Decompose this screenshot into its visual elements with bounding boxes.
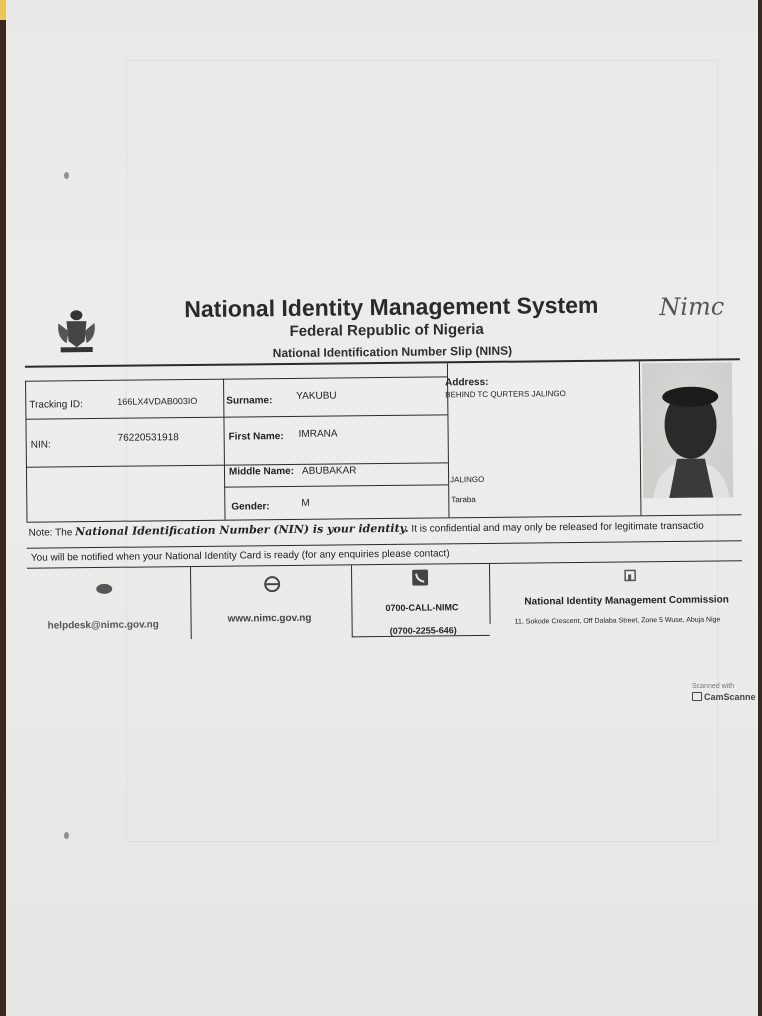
divider [25, 358, 740, 367]
address-line: BEHIND TC QURTERS JALINGO [445, 389, 566, 400]
punch-hole [64, 832, 69, 839]
note-prefix: Note: The [28, 527, 73, 539]
paper-page [6, 0, 758, 1016]
nimc-logo: Nimc [659, 292, 725, 322]
divider [351, 565, 353, 637]
divider [25, 376, 447, 381]
org-address: 11, Sokode Crescent, Off Dalaba Street, Zone 5 Wuse, Abuja Nige [514, 616, 721, 626]
slip-title: National Identification Number Slip (NINS) [272, 343, 513, 361]
middle-name-value: ABUBAKAR [301, 465, 357, 477]
divider [489, 564, 491, 624]
page-subtitle: Federal Republic of Nigeria [289, 320, 484, 340]
nin-value: 76220531918 [117, 432, 179, 444]
notify-text: You will be notified when your National Identity Card is ready (for any enquiries please contact) [30, 548, 450, 564]
middle-name-label: Middle Name: [228, 465, 295, 478]
watermark-line1: Scanned with [692, 683, 735, 690]
nin-label: NIN: [30, 439, 51, 451]
tracking-id-label: Tracking ID: [29, 399, 83, 411]
divider [25, 414, 447, 419]
address-label: Address: [445, 376, 489, 389]
phone-label: 0700-CALL-NIMC [385, 602, 459, 613]
coat-of-arms-icon [54, 307, 99, 355]
divider [223, 379, 225, 520]
passport-photo [642, 362, 733, 498]
surname-value: YAKUBU [296, 390, 337, 402]
building-icon [623, 567, 637, 581]
note-suffix: It is confidential and may only be released for legitimate transactio [411, 520, 704, 535]
camscanner-icon [692, 692, 702, 701]
punch-hole [64, 172, 69, 179]
divider [639, 361, 642, 515]
divider [224, 484, 448, 487]
nin-slip [24, 286, 743, 653]
divider [190, 567, 192, 639]
first-name-label: First Name: [228, 431, 284, 443]
helpdesk-email: helpdesk@nimc.gov.ng [47, 619, 159, 632]
divider [27, 540, 742, 548]
watermark-brand: CamScanne [704, 692, 756, 702]
gender-value: M [301, 497, 310, 509]
gender-label: Gender: [231, 501, 270, 513]
website-link: www.nimc.gov.ng [227, 612, 312, 625]
phone-number: (0700-2255-646) [389, 625, 457, 636]
tracking-id-value: 166LX4VDAB003IO [117, 395, 198, 407]
address-city: JALINGO [450, 474, 485, 485]
camscanner-watermark [692, 681, 756, 703]
portrait-image [642, 362, 733, 498]
page-title: National Identity Management System [184, 291, 599, 323]
divider [25, 381, 27, 522]
note-emphasis: National Identification Number (NIN) is your identity. [75, 521, 409, 539]
watermark-line2 [692, 692, 756, 703]
phone-icon [412, 570, 428, 586]
first-name-value: IMRANA [298, 428, 338, 440]
email-icon [95, 583, 113, 595]
globe-icon [263, 575, 281, 593]
surname-label: Surname: [226, 395, 273, 407]
org-name: National Identity Management Commission [524, 594, 729, 608]
address-state: Taraba [451, 495, 476, 505]
